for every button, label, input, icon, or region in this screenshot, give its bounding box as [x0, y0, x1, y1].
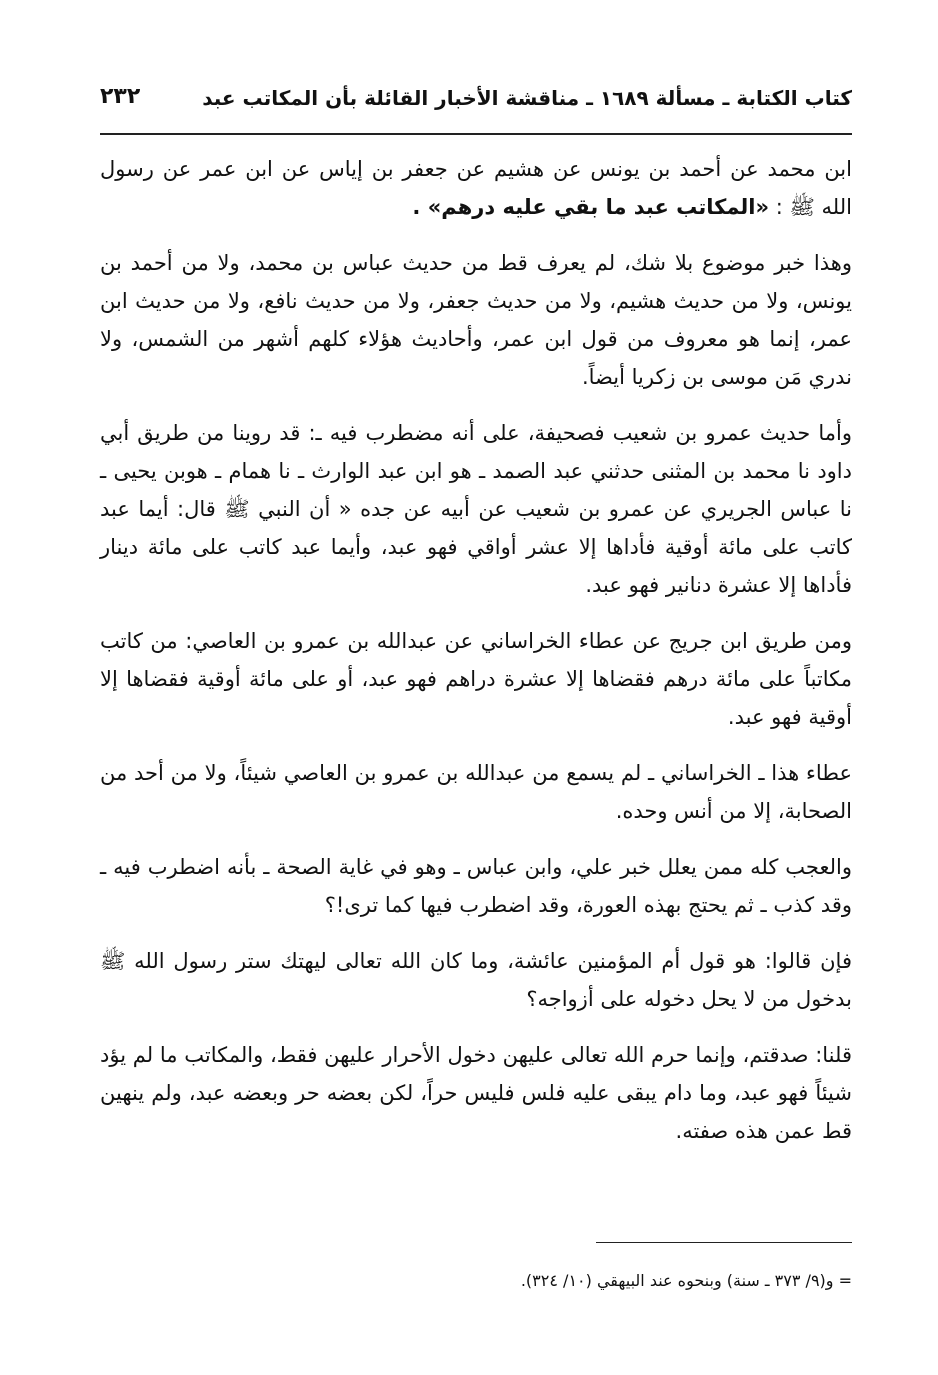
- paragraph-6: والعجب كله ممن يعلل خبر علي، وابن عباس ـ وهو في غاية الصحة ـ بأنه اضطرب فيه ـ وقد كذب ـ ثم يحتج بهذه العورة، وقد اضطرب فيها كما ترى!؟: [100, 855, 852, 917]
- paragraph-1-text: ابن محمد عن أحمد بن يونس عن هشيم عن جعفر بن إياس عن ابن عمر عن رسول الله ﷺ :: [100, 157, 852, 219]
- footnote: = و(٩/ ٣٧٣ ـ سنة) وبنحوه عند البيهقي (١٠/ ٣٢٤).: [520, 1271, 852, 1290]
- paragraph-8: قلنا: صدقتم، وإنما حرم الله تعالى عليهن دخول الأحرار عليهن فقط، والمكاتب ما لم يؤد شيئاً فهو عبد، وما دام يبقى عليه فلس فليس حراً، لكن بعضه حر وبعضه عبد، ولم ينهين قط عمن هذه صفته.: [100, 1043, 852, 1143]
- paragraph-4: ومن طريق ابن جريج عن عطاء الخراساني عن عبدالله بن عمرو بن العاصي: من كاتب مكاتباً على مائة درهم فقضاها إلا عشرة دراهم فهو عبد، أو على مائة أوقية فقضاها إلا أوقية فهو عبد.: [100, 629, 852, 729]
- paragraph-1: [100, 150, 852, 226]
- main-text: [100, 150, 852, 1168]
- paragraph-5: عطاء هذا ـ الخراساني ـ لم يسمع من عبدالله بن عمرو بن العاصي شيئاً، ولا من أحد من الصحابة، إلا من أنس وحده.: [100, 761, 852, 823]
- page-header: [100, 82, 852, 122]
- hadith-quote: «المكاتب عبد ما بقي عليه درهم» .: [412, 195, 770, 219]
- paragraph-3: وأما حديث عمرو بن شعيب فصحيفة، على أنه مضطرب فيه ـ: قد روينا من طريق أبي داود نا محمد بن المثنى حدثني عبد الصمد ـ هو ابن عبد الوارث ـ نا همام ـ هوبن يحيى ـ نا عباس الجريري عن عمرو بن شعيب عن أبيه عن جده « أن النبي ﷺ قال: أيما عبد كاتب على مائة أوقية فأداها إلا عشر أواقي فهو عبد، وأيما عبد كاتب على مائة دينار فأداها إلا عشرة دنانير فهو عبد.: [100, 421, 852, 597]
- paragraph-7: فإن قالوا: هو قول أم المؤمنين عائشة، وما كان الله تعالى ليهتك ستر رسول الله ﷺ بدخول من لا يحل دخوله على أزواجه؟: [100, 949, 852, 1011]
- paragraph-2: وهذا خبر موضوع بلا شك، لم يعرف قط من حديث عباس بن محمد، ولا من أحمد بن يونس، ولا من حديث هشيم، ولا من حديث جعفر، ولا من حديث نافع، ولا من حديث ابن عمر، إنما هو معروف من قول ابن عمر، وأحاديث هؤلاء كلهم أشهر من الشمس، ولا ندري مَن موسى بن زكريا أيضاً.: [100, 251, 852, 389]
- footnote-divider: [596, 1242, 852, 1243]
- page-number: ٢٣٢: [100, 84, 141, 109]
- running-title: كتاب الكتابة ـ مسألة ١٦٨٩ ـ مناقشة الأخبار القائلة بأن المكاتب عبد: [202, 86, 852, 110]
- header-divider: [100, 133, 852, 135]
